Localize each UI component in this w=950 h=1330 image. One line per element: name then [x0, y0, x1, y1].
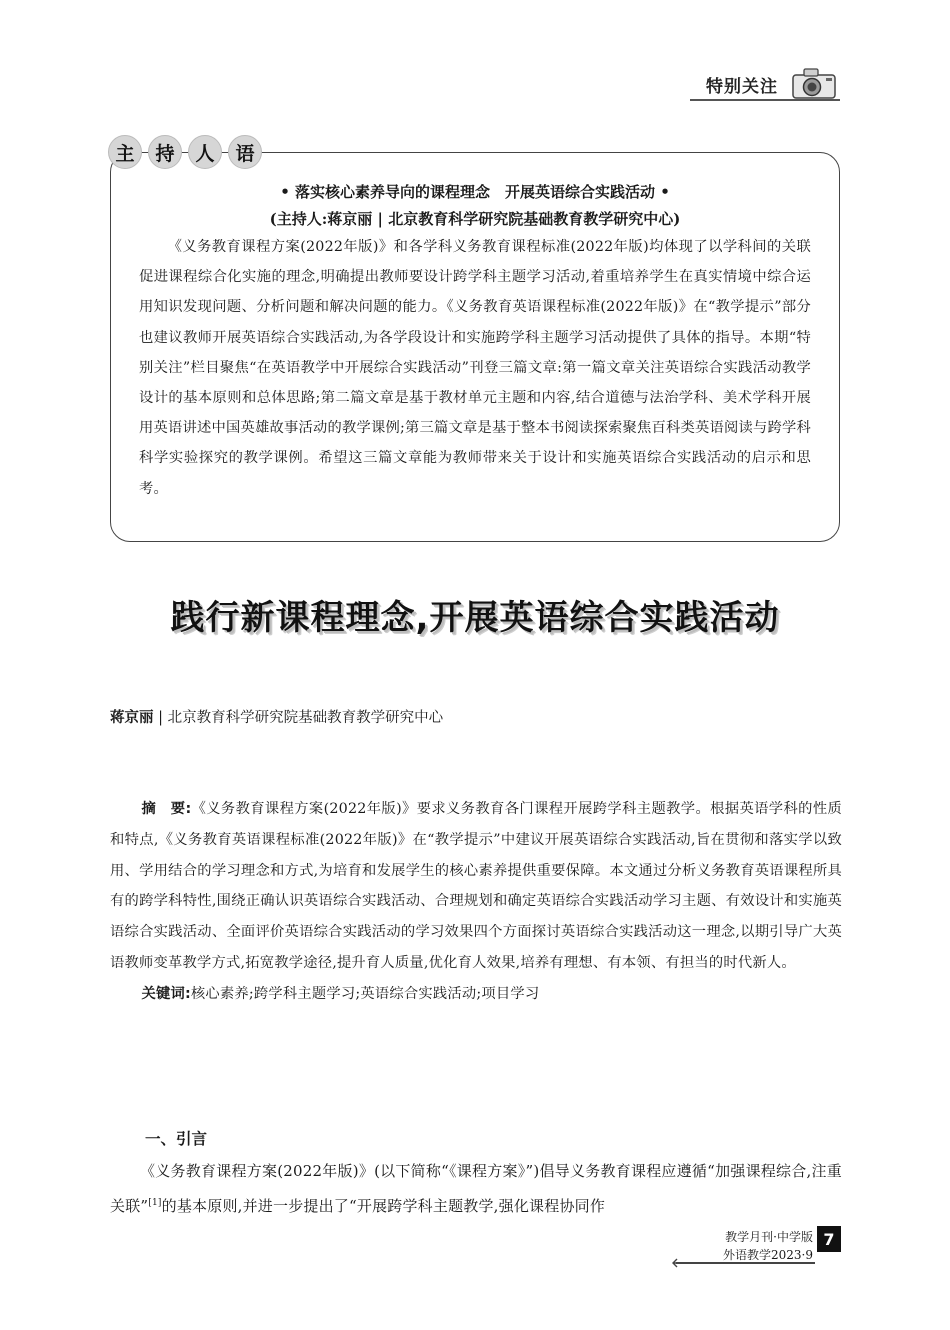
host-tag: 持	[148, 135, 182, 169]
abstract-label: 摘 要:	[141, 801, 192, 817]
journal-name: 教学月刊·中学版	[725, 1230, 813, 1244]
footer-rule	[676, 1262, 815, 1264]
running-header	[670, 72, 840, 102]
host-tags	[108, 135, 262, 169]
section-heading: 一、引言	[145, 1130, 208, 1148]
keywords-paragraph	[110, 979, 842, 1010]
abstract-block	[110, 794, 842, 1010]
journal-issue: 外语教学2023·9	[723, 1248, 813, 1262]
page-footer	[676, 1226, 841, 1266]
article-title: 践行新课程理念,开展英语综合实践活动	[170, 598, 780, 638]
camera-icon	[790, 66, 838, 100]
intro-text-1: 《义务教育课程方案(2022年版)》(以下简称“《课程方案》”)倡导义务教育课程应遵循“加强课程综合,注重关联”	[110, 1162, 842, 1215]
host-remarks-box	[110, 152, 840, 542]
host-body: 《义务教育课程方案(2022年版)》和各学科义务教育课程标准(2022年版)均体现了以学科间的关联促进课程综合化实施的理念,明确提出教师要设计跨学科主题学习活动,着重培养学生在真实情境中综合运用知识发现问题、分析问题和解决问题的能力。《义务教育英语课程标准(2022年版)》在“教学提示”部分也建议教师开展英语综合实践活动,为各学段设计和实施跨学科主题学习活动提供了具体的指导。本期“特别关注”栏目聚焦“在英语教学中开展综合实践活动”刊登三篇文章:第一篇文章关注英语综合实践活动教学设计的基本原则和总体思路;第二篇文章是基于教材单元主题和内容,结合道德与法治学科、美术学科开展用英语讲述中国英雄故事活动的教学课例;第三篇文章是基于整本书阅读探索聚焦百科类英语阅读与跨学科科学实验探究的教学课例。希望这三篇文章能为教师带来关于设计和实施英语综合实践活动的启示和思考。	[139, 239, 811, 497]
intro-paragraph	[110, 1155, 842, 1222]
section-label: 特别关注	[706, 77, 778, 97]
abstract-paragraph	[110, 794, 842, 979]
abstract-text: 《义务教育课程方案(2022年版)》要求义务教育各门课程开展跨学科主题教学。根据英语学科的性质和特点,《义务教育英语课程标准(2022年版)》在“教学提示”中建议开展英语综合实践活动,旨在贯彻和落实学以致用、学用结合的学习理念和方式,为培育和发展学生的核心素养提供重要保障。本文通过分析义务教育英语课程所具有的跨学科特性,围绕正确认识英语综合实践活动、合理规划和确定英语综合实践活动学习主题、有效设计和实施英语综合实践活动、全面评价英语综合实践活动的学习效果四个方面探讨英语综合实践活动这一理念,以期引导广大英语教师变革教学方式,拓宽教学途径,提升育人质量,优化育人效果,培养有理想、有本领、有担当的时代新人。	[110, 801, 842, 971]
host-tag: 人	[188, 135, 222, 169]
intro-block	[110, 1155, 842, 1222]
host-tag: 主	[108, 135, 142, 169]
author-line	[110, 706, 443, 727]
arrow-left-icon	[672, 1257, 686, 1269]
host-title: • 落实核心素养导向的课程理念 开展英语综合实践活动 •	[280, 183, 670, 201]
host-subtitle: (主持人:蒋京丽 | 北京教育科学研究院基础教育教学研究中心)	[269, 210, 681, 228]
keywords-text: 核心素养;跨学科主题学习;英语综合实践活动;项目学习	[190, 985, 540, 1002]
page-number: 7	[817, 1226, 841, 1252]
author-affiliation: | 北京教育科学研究院基础教育教学研究中心	[153, 710, 444, 726]
host-tag: 语	[228, 135, 262, 169]
citation-ref: [1]	[148, 1198, 162, 1208]
author-name: 蒋京丽	[110, 710, 154, 726]
intro-text-2: 的基本原则,并进一步提出了“开展跨学科主题教学,强化课程协同作	[161, 1197, 606, 1215]
keywords-label: 关键词:	[141, 985, 191, 1002]
